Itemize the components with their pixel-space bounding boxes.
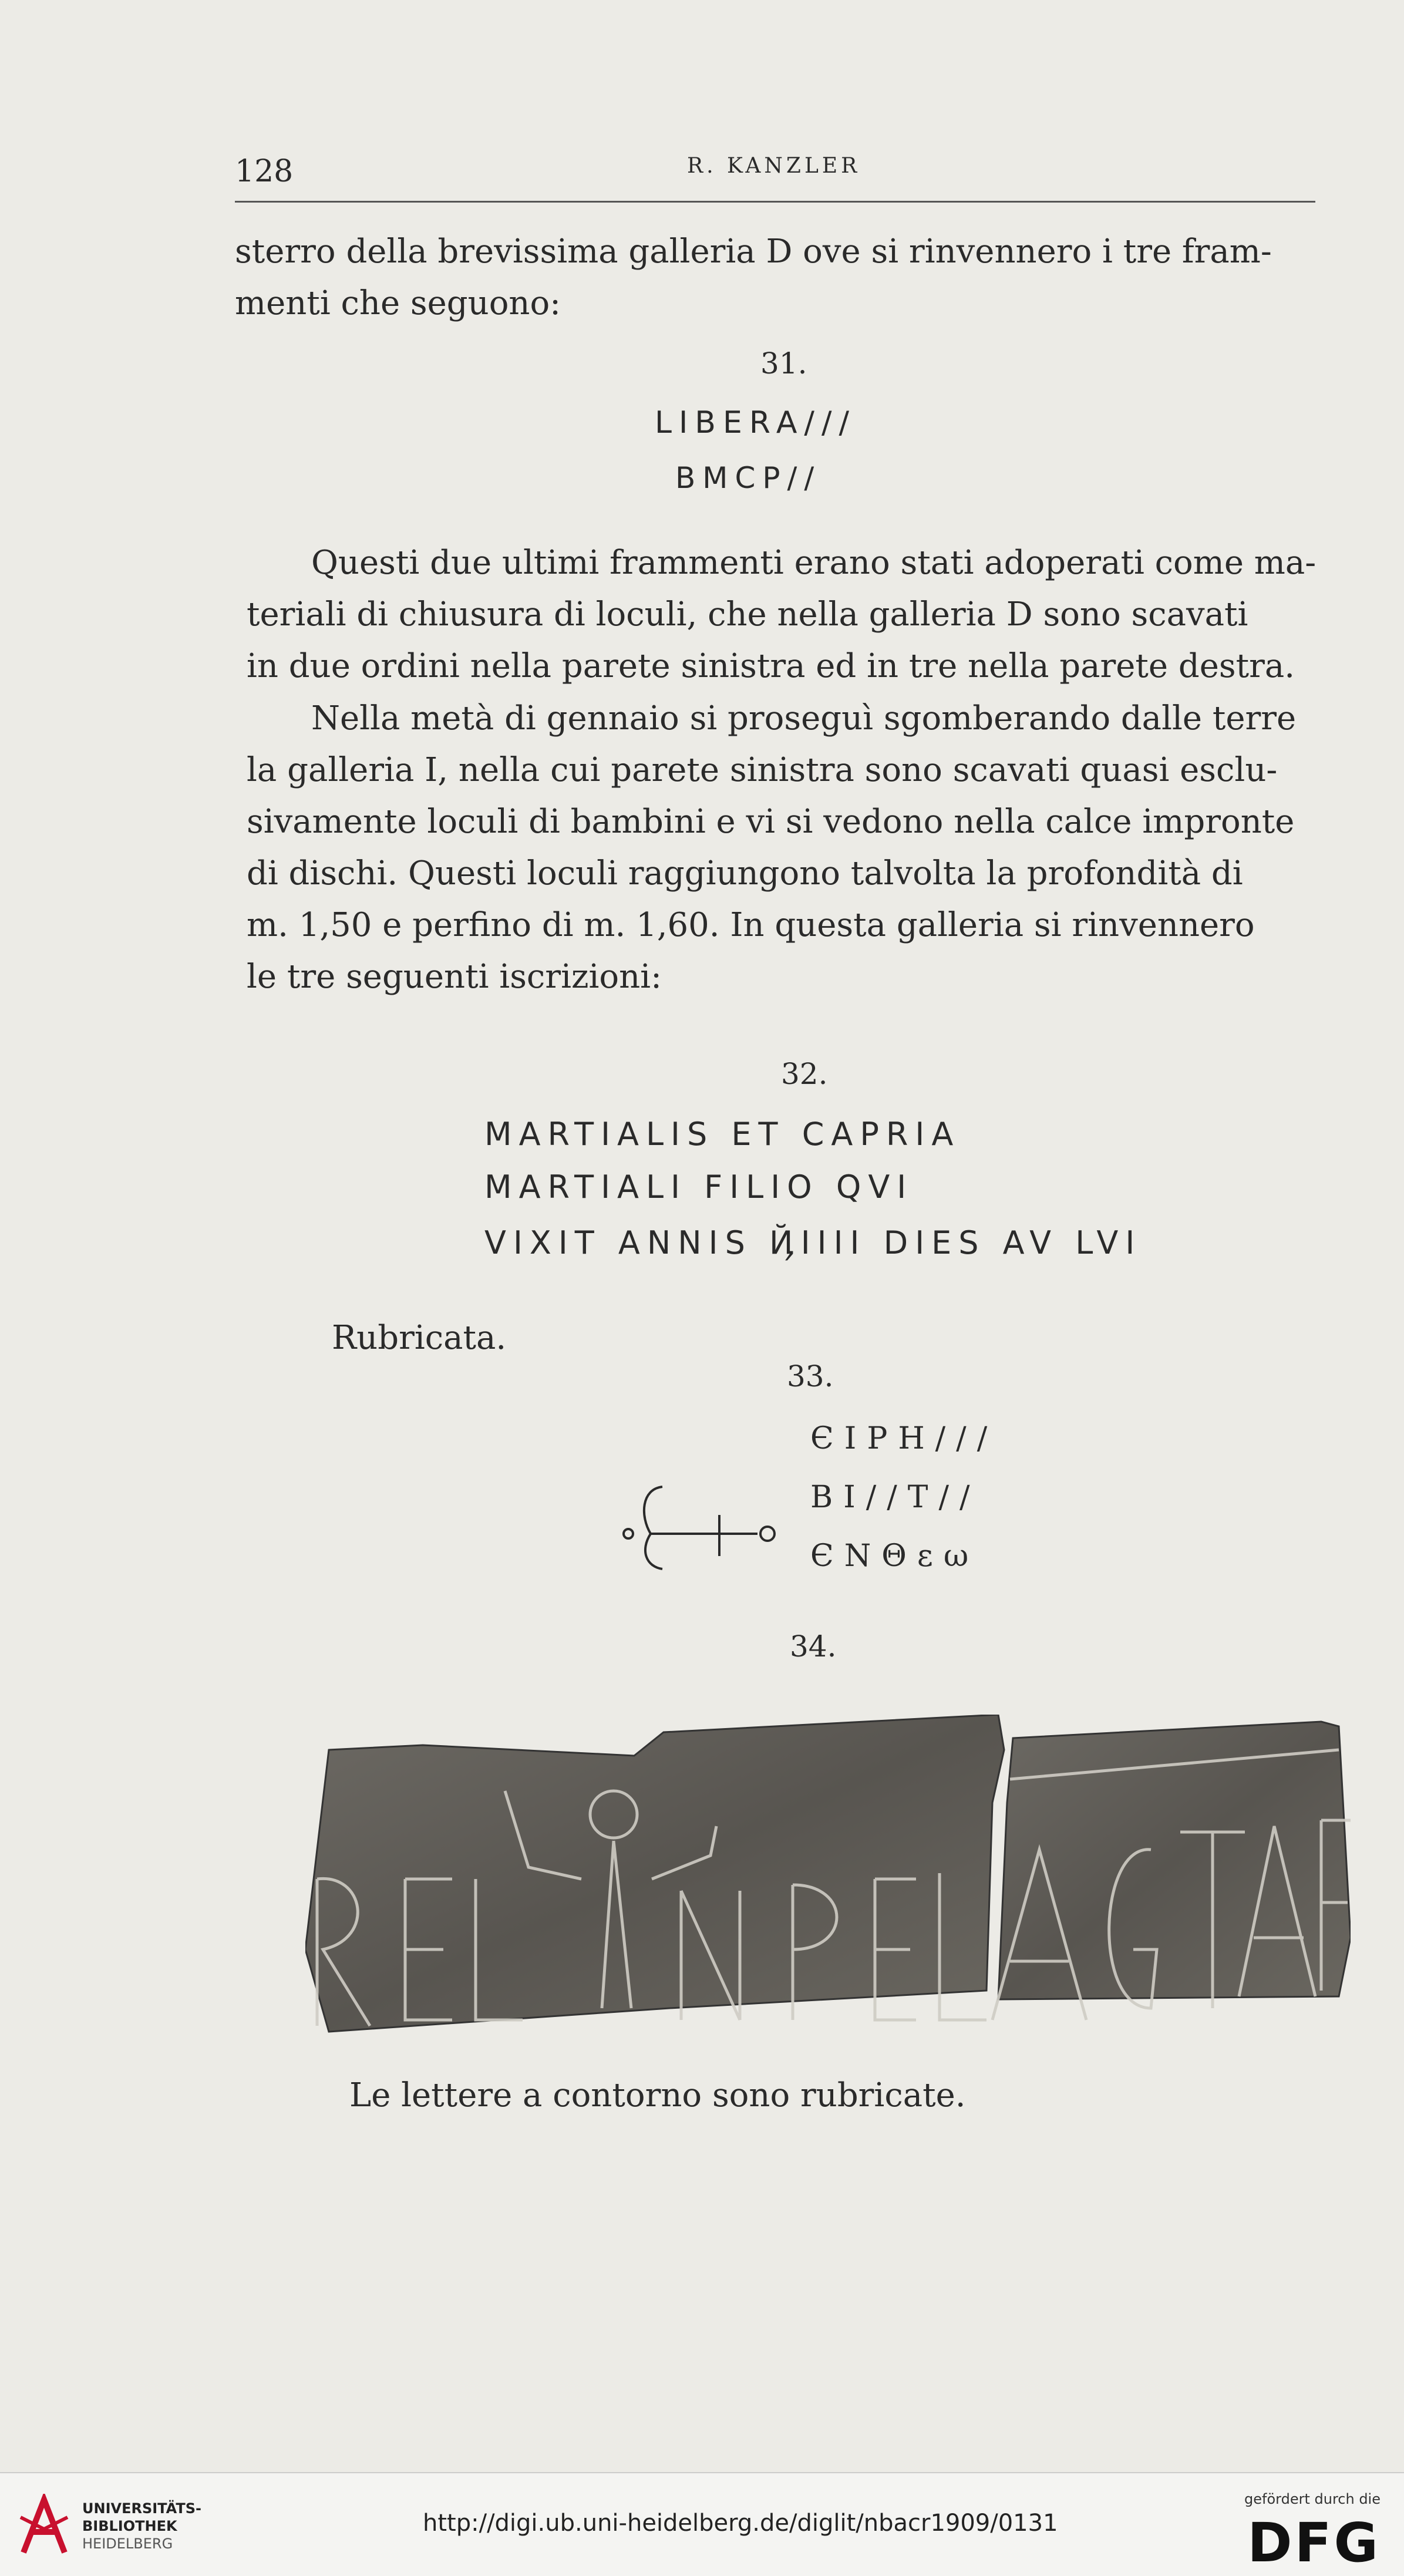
inscription-33-line-3: ЄΝΘεω — [810, 1538, 979, 1574]
text-line: le tre seguenti iscrizioni: — [247, 958, 662, 996]
text-line: m. 1,50 e perfino di m. 1,60. In questa galleria si rinvennero — [247, 906, 1255, 944]
running-title: R. KANZLER — [687, 154, 861, 178]
inscription-34-caption: Le lettere a contorno sono rubricate. — [349, 2076, 966, 2114]
inscription-number-32: 32. — [781, 1057, 828, 1091]
text-line: in due ordini nella parete sinistra ed in tre nella parete destra. — [247, 647, 1295, 685]
anchor-icon — [617, 1474, 787, 1580]
paragraph-burial-niches — [247, 537, 1316, 692]
inscription-32-line-1: MARTIALIS ET CAPRIA — [484, 1116, 961, 1153]
rubricata-note: Rubricata. — [332, 1319, 507, 1357]
inscription-33-line-2: ΒΙ//Τ// — [810, 1480, 981, 1515]
intro-paragraph — [235, 226, 1272, 329]
inscription-31-line-1: LIBERA/// — [655, 405, 856, 440]
text-line: Questi due ultimi frammenti erano stati adoperati come ma- — [311, 544, 1317, 582]
text-line: la galleria I, nella cui parete sinistra sono scavati quasi esclu- — [247, 751, 1278, 789]
library-name-line: BIBLIOTHEK — [82, 2518, 177, 2534]
inscription-31-line-2: BMCP// — [675, 461, 821, 495]
funding-note: gefördert durch die — [1244, 2491, 1381, 2507]
paragraph-gallery-i — [247, 693, 1296, 1003]
inscription-34-stone-photo — [305, 1715, 1351, 2038]
permalink-url[interactable]: http://digi.ub.uni-heidelberg.de/diglit/nbacr1909/0131 — [423, 2510, 1058, 2537]
university-library-logo-icon — [15, 2494, 73, 2558]
text-line: sterro della brevissima galleria D ove si rinvennero i tre fram- — [235, 233, 1272, 271]
library-name-line: UNIVERSITÄTS- — [82, 2500, 202, 2517]
inscription-number-31: 31. — [760, 346, 807, 380]
page-number: 128 — [235, 154, 294, 189]
page-header — [235, 154, 1315, 203]
inscription-32-line-2: MARTIALI FILIO QVI — [484, 1169, 914, 1205]
inscription-number-34: 34. — [790, 1629, 837, 1664]
text-line: teriali di chiusura di loculi, che nella galleria D sono scavati — [247, 595, 1248, 634]
dfg-logo: DFG — [1247, 2511, 1381, 2574]
inscription-33-line-1: ЄΙΡΗ/// — [810, 1421, 998, 1456]
library-name — [82, 2500, 201, 2553]
inscription-number-33: 33. — [787, 1359, 834, 1393]
text-line: di dischi. Questi loculi raggiungono talvolta la profondità di — [247, 854, 1243, 893]
text-line: Nella metà di gennaio si proseguì sgomberando dalle terre — [311, 699, 1297, 738]
text-line: menti che seguono: — [235, 284, 561, 322]
library-name-line: HEIDELBERG — [82, 2535, 173, 2552]
digitization-footer — [0, 2472, 1404, 2576]
inscription-32-line-3: VIXIT ANNIS ҊIIII DIES AV LVI — [484, 1224, 1142, 1261]
text-line: sivamente loculi di bambini e vi si vedono nella calce impronte — [247, 803, 1295, 841]
